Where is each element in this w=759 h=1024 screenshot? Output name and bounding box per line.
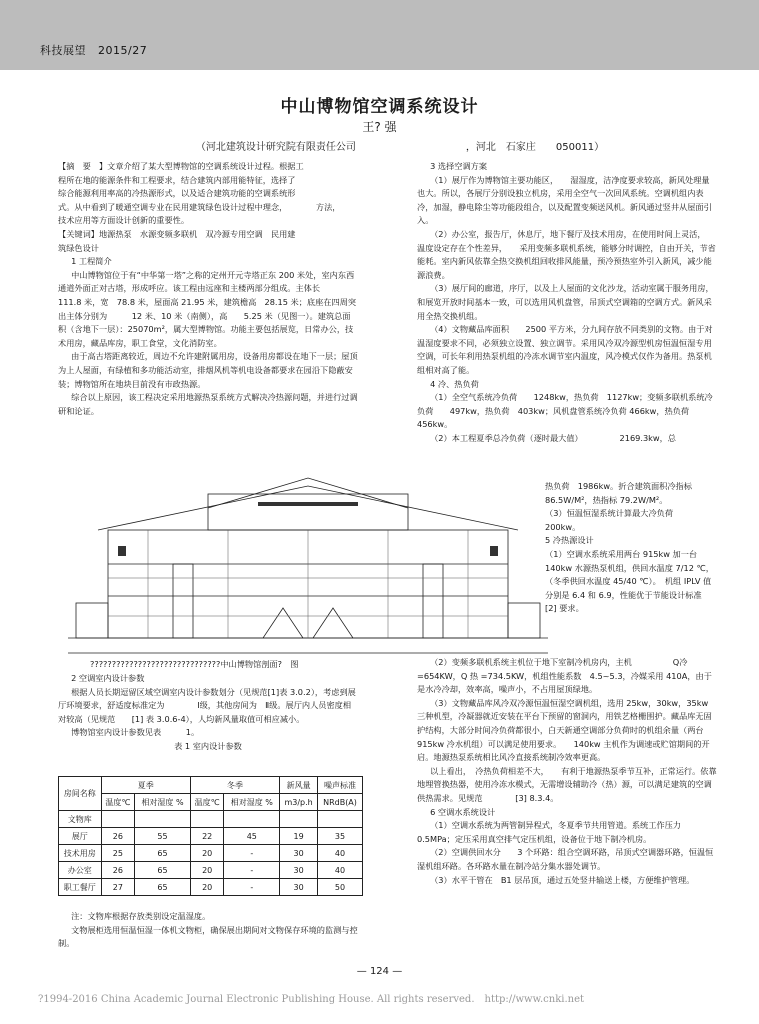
table-cell: 办公室: [59, 862, 102, 879]
table-cell: 30: [280, 845, 318, 862]
keywords-line: 筑绿色设计: [58, 242, 99, 253]
paragraph: 热负荷 1986kw。折合建筑面积冷指标 86.5W/M²，热指标 79.2W/M²。: [545, 481, 701, 505]
table-cell: 65: [135, 862, 191, 879]
author: 王? 强: [362, 120, 397, 134]
affiliation: （河北建筑设计研究院有限责任公司 ，河北 石家庄 050011）: [195, 142, 605, 153]
abstract-line: 【摘 要 】文章介绍了某大型博物馆的空调系统设计过程。根据工: [58, 161, 304, 171]
table-cell: [135, 811, 191, 828]
table-subheader: 温度℃: [190, 794, 224, 811]
paragraph: （2）空调供回水分 3 个环路：组合空调环路，吊顶式空调器环路，恒温恒湿机组环路。各环路水量在制冷站分集水器处调节。: [417, 847, 714, 871]
table-cell: 30: [280, 862, 318, 879]
section-heading: 3 选择空调方案: [430, 161, 488, 171]
journal-name: 科技展望: [40, 44, 86, 57]
paragraph: （1）展厅作为博物馆主要功能区， 湿湿度，洁净度要求较高，新风处理量也大。所以，各展厅分别设独立机房，采用全空气一次回风系统。空调机组内表冷，加湿，静电除尘等功能段组合，以及配置变频送风机。新风通过竖井从屋面引入。: [417, 174, 712, 226]
design-parameters-table: [58, 776, 363, 896]
copyright-footer: ?1994-2016 China Academic Journal Electronic Publishing House. All rights reserved. http://www.cnki.net: [38, 994, 585, 1005]
table-cell: 20: [190, 879, 224, 896]
table-header: 新风量: [280, 777, 318, 794]
paragraph: （3）展厅间的廊道，序厅，以及上人屋面的文化沙龙，活动室属于服务用房，和展览开放时间基本一致，可以选用风机盘管，吊顶式空调箱的空调方式。新风采用全热交换机组。: [417, 283, 714, 321]
paragraph: （2）办公室，报告厅，休息厅，地下餐厅及技术用房，在使用时间上灵活， 温度设定存在个性差异， 采用变频多联机系统，能够分时调控，自由开关，节省能耗。室内新风依靠全热交换机组回收排风能量，预冷预热室外引入新风，减少能源浪费。: [417, 228, 716, 280]
table-subheader: NRdB(A): [317, 794, 362, 811]
table-cell: 22: [190, 828, 224, 845]
table-row: [59, 862, 363, 879]
paragraph: （3）水平干管在 B1 层吊顶，通过五处竖井输送上楼，方便维护管理。: [430, 874, 695, 885]
table-title: 表 1 室内设计参数: [174, 740, 242, 751]
museum-section-drawing: [58, 468, 558, 658]
paragraph: 中山博物馆位于有“中华第一塔”之称的定州开元寺塔正东 200 米处，室内东西通道外面正对古塔，形成呼应。该工程由远座和主楼两部分组成。主体长 111.8 米，宽 78.8 米，屋面高 21.95 米，建筑檐高 28.15 米；底座在四周突出主体分别为 12 米、10 米（南侧），高 5.25 米（见图一）。建筑总面积（含地下一层）：25070m²，属大型博物馆。功能主要包括展览，日常办公，技术用房，藏品库房，职工食堂，文化消防室。: [58, 269, 357, 348]
table-cell: 技术用房: [59, 845, 102, 862]
abstract-line: 程所在地的能源条件和工程要求，结合建筑内部用能特征，选择了: [58, 174, 296, 185]
table-cell: 65: [135, 879, 191, 896]
table-cell: -: [224, 845, 280, 862]
table-header: 冬季: [190, 777, 279, 794]
paragraph: （1）空调水系统采用两台 915kw 加一台 140kw 水源热泵机组，供回水温度 7/12 ℃，（冬季供回水温度 45/40 ℃）。 机组 IPLV 值分别是 6.4 和 6.9，性能优于节能设计标准 [2] 要求。: [545, 548, 719, 614]
abstract-line: 式。从中看到了暖通空调专业在民用建筑绿色设计过程中理念， 方法，: [58, 201, 341, 212]
table-header: 房间名称: [59, 777, 102, 811]
table-cell: 20: [190, 862, 224, 879]
table-cell: -: [224, 879, 280, 896]
table-cell: [280, 811, 318, 828]
table-cell: 26: [101, 862, 135, 879]
podium-right: [508, 603, 540, 638]
table-subheader: 温度℃: [101, 794, 135, 811]
right-column-lower: [417, 656, 729, 887]
table-cell: 35: [317, 828, 362, 845]
abstract: [58, 160, 358, 255]
journal-header: [40, 42, 147, 58]
table-cell: 26: [101, 828, 135, 845]
table-row: [59, 845, 363, 862]
section-heading: 6 空调水系统设计: [430, 806, 496, 817]
paragraph: 由于高古塔距离较近，周边不允许建附属用房，设备用房都设在地下一层；屋顶为上人屋面，有绿植和多功能活动室，排烟风机等机电设备都要求在园沿下隐蔽安装；博物馆所在地块目前没有市政热源。: [58, 351, 358, 389]
table-cell: 27: [101, 879, 135, 896]
section2: [58, 672, 358, 754]
paragraph: 根据人员长期逗留区域空调室内设计参数划分（见规范[1]表 3.0.2），考虑到展厅环境要求，舒适度标准定为 Ⅰ级，其他房间为 Ⅱ级。展厅内人员密度相对较高（见规范 [1] 表 3.0.6-4），人均新风量取值可相应减小。: [58, 686, 356, 724]
table-row: [59, 879, 363, 896]
right-column: [417, 160, 717, 445]
journal-header-bar: [0, 0, 759, 70]
paragraph: 博物馆室内设计参数见表 1。: [71, 727, 200, 738]
table-cell: 55: [135, 828, 191, 845]
page-number: — 124 —: [356, 966, 403, 977]
table-row: [59, 828, 363, 845]
figure-caption: ??????????????????????????????中山博物馆剖面? 图: [90, 659, 299, 669]
table-cell: 展厅: [59, 828, 102, 845]
abstract-line: 技术应用等方面设计创新的重要性。: [58, 215, 190, 226]
paragraph: （1）空调水系统为两管制异程式，冬夏季节共用管道。系统工作压力 0.5MPa；定压采用真空排气定压机组，设备位于地下制冷机房。: [417, 820, 690, 844]
journal-issue: 2015/27: [98, 44, 148, 57]
paragraph: 以上看出， 冷热负荷相差不大， 有利于地源热泵季节互补，正常运行。依靠地埋管换热器，使用冷冻水模式，无需增设辅助冷（热）源，可以满足建筑的空调供热需求。见规范 [3] 8.3.4。: [417, 765, 717, 803]
table-cell: 65: [135, 845, 191, 862]
table-note: 注：文物库根据存放类别设定温湿度。: [71, 911, 211, 921]
keywords-line: 【关键词】地源热泵 水源变频多联机 双冷源专用空调 民用建: [58, 228, 296, 239]
table-header: 夏季: [101, 777, 190, 794]
paragraph: 综合以上原因，该工程决定采用地源热泵系统方式解决冷热源问题，并进行过调研和论证。: [58, 392, 358, 416]
table-cell: [190, 811, 224, 828]
table-cell: -: [224, 862, 280, 879]
table-cell: 25: [101, 845, 135, 862]
table-header: 噪声标准: [317, 777, 362, 794]
table-cell: 30: [280, 879, 318, 896]
table-notes: [58, 910, 358, 951]
table-row: [59, 811, 363, 828]
abstract-line: 综合能源利用率高的冷热源形式，以及适合建筑功能的空调系统形: [58, 188, 296, 199]
table-subheader: 相对湿度 %: [224, 794, 280, 811]
table-cell: [317, 811, 362, 828]
load-summary: [545, 480, 719, 616]
paragraph: （4）文物藏品库面积 2500 平方米，分九间存放不同类别的文物。由于对温湿度要求不同，必须独立设置、独立调节。采用风冷双冷源型机房恒温恒湿专用空调，可长年利用热泵机组的冷冻水调节室内温度，风冷模式仅作为备用。热泵机组相对高了能。: [417, 324, 713, 375]
table-cell: 职工餐厅: [59, 879, 102, 896]
paragraph: （3）恒温恒湿系统计算最大冷负荷 200kw。: [545, 508, 682, 532]
section-heading: 5 冷热源设计: [545, 535, 594, 546]
section-heading: 1 工程简介: [71, 256, 112, 267]
section-heading: 4 冷、热负荷: [430, 378, 479, 389]
paragraph: （3）文物藏品库风冷双冷源恒温恒湿空调机组，选用 25kw，30kw，35kw 三种机型，冷凝器就近安装在平台下预留的窗洞内，用铁艺格栅围护。藏品库无固护结构，大部分时间冷负荷都很小，白天新通空调部分负荷时的机组余量（两台 915kw 冷水机组）可以满足使用要求。 140kw 主机作为调速或贮馆期间的开启。地源热泵系统相比风冷直接系统制冷效率更高。: [417, 697, 729, 763]
table-cell: 20: [190, 845, 224, 862]
table-cell: 19: [280, 828, 318, 845]
table-subheader: m3/p.h: [280, 794, 318, 811]
table-cell: [224, 811, 280, 828]
table-cell: 文物库: [59, 811, 102, 828]
paragraph: （1）全空气系统冷负荷 1248kw，热负荷 1127kw；变频多联机系统冷负荷 497kw，热负荷 403kw；风机盘管系统冷负荷 466kw，热负荷 456kw。: [417, 392, 713, 430]
table-cell: 45: [224, 828, 280, 845]
paragraph: （2）变频多联机系统主机位于地下室制冷机房内，主机 Q冷 =654KW，Q 热 =734.5KW，机组性能系数 4.5~5.3，冷媒采用 410A，由于是水冷冷却，效率高，噪声小，不占用屋顶绿地。: [417, 657, 712, 695]
table-note: 文物展柜选用恒温恒湿一体机文物柜，确保展出期间对文物保存环境的监测与控制。: [58, 924, 358, 949]
table-subheader: 相对湿度 %: [135, 794, 191, 811]
table-cell: 50: [317, 879, 362, 896]
table-cell: 40: [317, 862, 362, 879]
roof-outline: [98, 486, 518, 530]
left-column: [58, 160, 358, 418]
section-heading: 2 空调室内设计参数: [71, 673, 145, 683]
table-cell: [101, 811, 135, 828]
paper-title: 中山博物馆空调系统设计: [280, 97, 479, 117]
paragraph: （2）本工程夏季总冷负荷（逐时最大值） 2169.3kw，总: [430, 432, 676, 443]
podium-left: [76, 603, 108, 638]
table-cell: 40: [317, 845, 362, 862]
